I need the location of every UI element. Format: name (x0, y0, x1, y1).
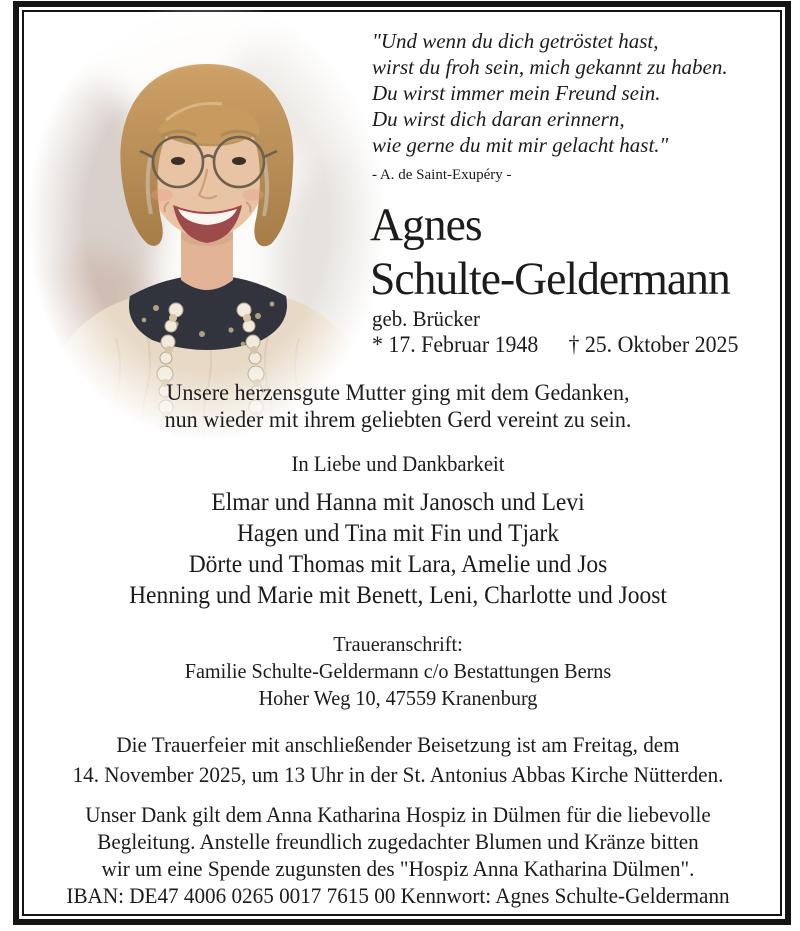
service-line: 14. November 2025, um 13 Uhr in der St. Antonius Abbas Kirche Nütterden. (72, 762, 724, 787)
mourning-address-title: Traueranschrift: (333, 632, 463, 656)
quote-line: Du wirst immer mein Freund sein. (372, 81, 661, 105)
thanks-line: Unser Dank gilt dem Anna Katharina Hospiz in Dülmen für die liebevolle (85, 802, 711, 827)
birth-date: * 17. Februar 1948 (372, 332, 539, 357)
obituary-intro (48, 380, 747, 434)
deceased-last-name: Schulte-Geldermann (370, 253, 730, 305)
family-line: Henning und Marie mit Benett, Leni, Charlotte und Joost (129, 582, 667, 609)
intro-line: Unsere herzensgute Mutter ging mit dem Gedanken, (166, 380, 630, 406)
service-line: Die Trauerfeier mit anschließender Beisetzung ist am Freitag, dem (116, 732, 680, 757)
family-line: Dörte und Thomas mit Lara, Amelie und Jos (188, 551, 608, 578)
quote-attribution: - A. de Saint-Exupéry - (372, 167, 512, 183)
family-list (48, 487, 747, 611)
intro-line: nun wieder mit ihrem geliebten Gerd vereint zu sein. (164, 407, 632, 433)
mourning-address-line: Familie Schulte-Geldermann c/o Bestattungen Berns (184, 659, 612, 683)
mourning-address-line: Hoher Weg 10, 47559 Kranenburg (258, 686, 538, 710)
quote-line: wirst du froh sein, mich gekannt zu haben. (372, 55, 728, 79)
thanks-line: IBAN: DE47 4006 0265 0017 7615 00 Kennwort: Agnes Schulte-Geldermann (66, 883, 730, 908)
funeral-service-info (48, 730, 747, 790)
thanks-line: Begleitung. Anstelle freundlich zugedachter Blumen und Kränze bitten (97, 829, 699, 854)
maiden-name: geb. Brücker (372, 306, 480, 331)
mourning-address (48, 631, 747, 712)
death-date: † 25. Oktober 2025 (568, 332, 739, 357)
deceased-first-name: Agnes (370, 199, 482, 251)
thanks-and-donation-info (48, 801, 747, 909)
thanks-line: wir um eine Spende zugunsten des "Hospiz Anna Katharina Dülmen". (101, 856, 695, 881)
quote-line: wie gerne du mit mir gelacht hast." (372, 133, 669, 157)
quote-line: Du wirst dich daran erinnern, (372, 107, 625, 131)
closing-phrase: In Liebe und Dankbarkeit (291, 451, 505, 476)
family-line: Hagen und Tina mit Fin und Tjark (236, 520, 560, 547)
life-dates (372, 332, 738, 358)
deceased-name (370, 198, 730, 306)
quote-line: "Und wenn du dich getröstet hast, (372, 29, 659, 53)
family-line: Elmar und Hanna mit Janosch und Levi (211, 489, 585, 516)
memorial-quote (372, 28, 728, 188)
